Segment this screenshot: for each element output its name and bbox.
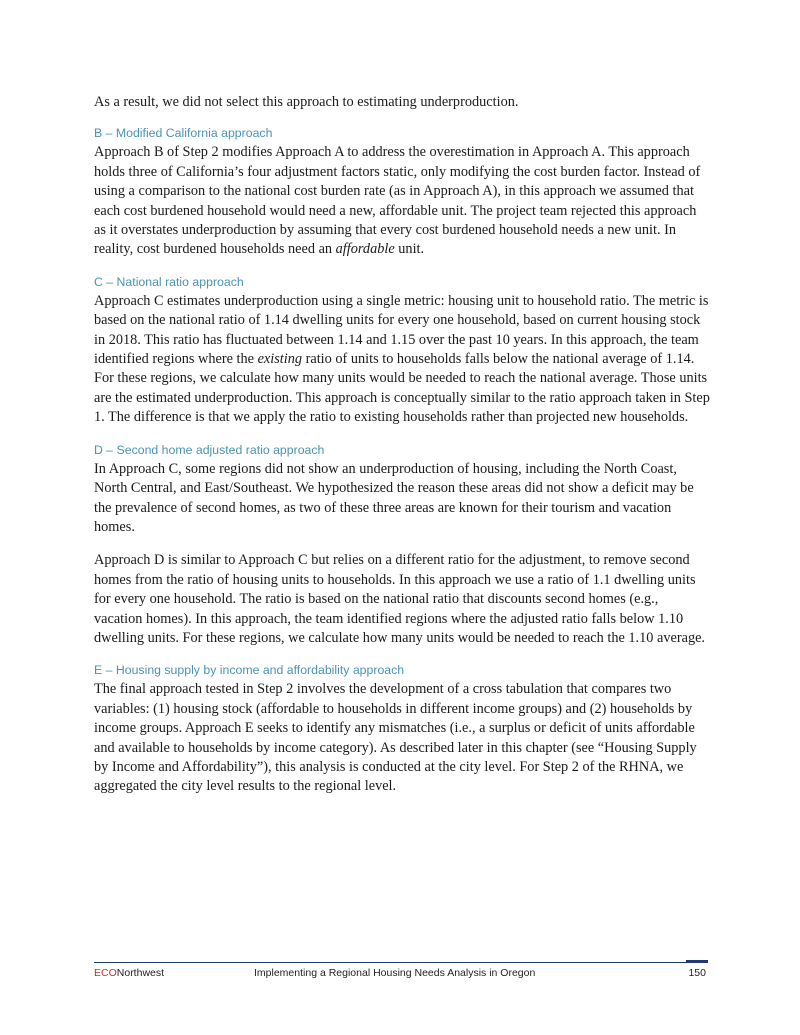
section-d-paragraph-1: In Approach C, some regions did not show an underproduction of housing, including the North Coast, North Central, and East/Southeast. We hypothesized the reason these areas did not show a deficit may be the prevalence of second homes, as two of these three areas are known for their tourism and vacation homes.	[94, 460, 694, 535]
section-b-text-2: unit.	[394, 241, 425, 258]
section-b-text-1: Approach B of Step 2 modifies Approach A to address the overestimation in Approach A. This approach holds three of California’s four adjustment factors static, only modifying the cost burden factor. Instead of using a comparison to the national cost burden rate (as in Approach A), in this approach we assumed that each cost burdened household would need a new, affordable unit. The project team rejected this approach as it overstates underproduction by assuming that every cost burdened household needs a new unit. In reality, cost burdened households need an	[94, 144, 701, 258]
section-c-text-1: Approach C estimates underproduction using a single metric: housing unit to household ratio. The metric is based on the national ratio of 1.14 dwelling units for every one household, based on current housing stock in 2018. This ratio has fluctuated between 1.14 and 1.15 over the past 10 years. In this approach, the team identified regions where the	[94, 292, 709, 368]
section-d-paragraph-2: Approach D is similar to Approach C but relies on a different ratio for the adjustment, to remove second homes from the ratio of housing units to households. In this approach we use a ratio of 1.1 dwelling units for every one household. The ratio is based on the national ratio that discounts second homes (e.g., vacation homes). In this approach, the team identified regions where the adjusted ratio falls below 1.10 dwelling units. For these regions, we calculate how many units would be needed to reach the 1.10 average.	[94, 552, 706, 646]
section-c-paragraph	[94, 292, 710, 428]
page-content	[94, 93, 710, 810]
section-d-heading: D – Second home adjusted ratio approach	[94, 442, 325, 457]
section-e-paragraph: The final approach tested in Step 2 involves the development of a cross tabulation that compares two variables: (1) housing stock (affordable to households in different income groups) and (2) households by income groups. Approach E seeks to identify any mismatches (i.e., a surplus or deficit of units affordable and available to households by income category). As described later in this chapter (see “Housing Supply by Income and Affordability”), this analysis is conducted at the city level. For Step 2 of the RHNA, we aggregated the city level results to the regional level.	[94, 681, 697, 795]
footer-brand-prefix: ECO	[94, 967, 117, 979]
section-e	[94, 661, 710, 796]
section-b-emphasis: affordable	[335, 241, 395, 258]
section-c-text-2: ratio of units to households falls below the national average of 1.14. For these regions, we calculate how many units would be needed to reach the national average. Those units are the estimated underproduction. This approach is conceptually similar to the ratio approach taken in Step 1. The difference is that we apply the ratio to existing households rather than projected new households.	[94, 351, 710, 426]
footer-document-title: Implementing a Regional Housing Needs Analysis in Oregon	[254, 967, 536, 979]
section-e-heading: E – Housing supply by income and affordability approach	[94, 663, 405, 678]
footer-accent-bar	[686, 960, 708, 962]
footer-brand-suffix: Northwest	[116, 967, 165, 979]
section-d	[94, 441, 710, 649]
section-b-paragraph	[94, 143, 710, 259]
section-c-heading: C – National ratio approach	[94, 274, 244, 289]
section-b-heading: B – Modified California approach	[94, 126, 273, 141]
section-c-emphasis: existing	[257, 351, 303, 368]
section-c	[94, 273, 710, 428]
lead-paragraph: As a result, we did not select this approach to estimating underproduction.	[94, 94, 519, 110]
section-b	[94, 124, 710, 259]
footer-page-number: 150	[688, 967, 706, 979]
footer-brand	[94, 967, 164, 979]
page-footer	[94, 962, 708, 985]
